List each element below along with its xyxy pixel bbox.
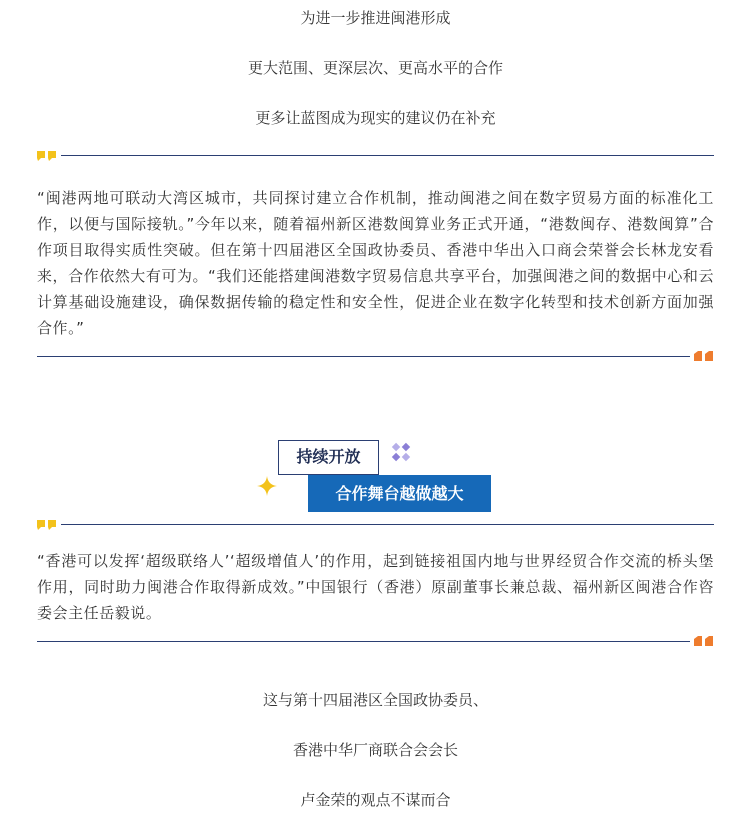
outro-line-1: 这与第十四届港区全国政协委员、 [262,691,488,709]
divider-line [37,356,690,357]
quote-top-rule [37,151,714,163]
close-quote-icon [694,636,714,646]
section-title-main: 持续开放 [278,440,379,475]
close-quote-icon [694,351,714,361]
open-quote-icon [37,151,57,161]
quote-bottom-rule [37,351,714,363]
quote-top-rule [37,520,714,532]
open-quote-icon [37,520,57,530]
outro-line-3: 卢金荣的观点不谋而合 [300,791,451,809]
sparkle-icon [257,476,277,496]
intro-line-3: 更多让蓝图成为现实的建议仍在补充 [255,109,496,127]
divider-line [37,641,690,642]
intro-line-2: 更大范围、更深层次、更高水平的合作 [247,59,503,77]
outro-line-2: 香港中华厂商联合会会长 [292,741,458,759]
quote-bottom-rule [37,636,714,648]
quote-paragraph-2: “香港可以发挥‘超级联络人’‘超级增值人’的作用，起到链接祖国内地与世界经贸合作交流的桥头堡作用，同时助力闽港合作取得新成效。”中国银行（香港）原副董事长兼总裁、福州新区闽港合作咨委会主任岳毅说。 [37,552,714,622]
intro-line-1: 为进一步推进闽港形成 [300,9,451,27]
divider-line [61,155,714,156]
sparkle-icon [390,441,412,463]
quote-paragraph-1: “闽港两地可联动大湾区城市，共同探讨建立合作机制，推动闽港之间在数字贸易方面的标准化工作，以便与国际接轨。”今年以来，随着福州新区港数闽算业务正式开通，“港数闽存、港数闽算”合作项目取得实质性突破。但在第十四届港区全国政协委员、香港中华出入口商会荣誉会长林龙安看来，合作依然大有可为。“我们还能搭建闽港数字贸易信息共享平台，加强闽港之间的数据中心和云计算基础设施建设，确保数据传输的稳定性和安全性，促进企业在数字化转型和技术创新方面加强合作。” [37,189,714,337]
divider-line [61,524,714,525]
quote-block-1 [37,151,714,363]
quote-block-2 [37,520,714,648]
section-title [0,438,751,518]
section-title-sub: 合作舞台越做越大 [308,475,491,512]
